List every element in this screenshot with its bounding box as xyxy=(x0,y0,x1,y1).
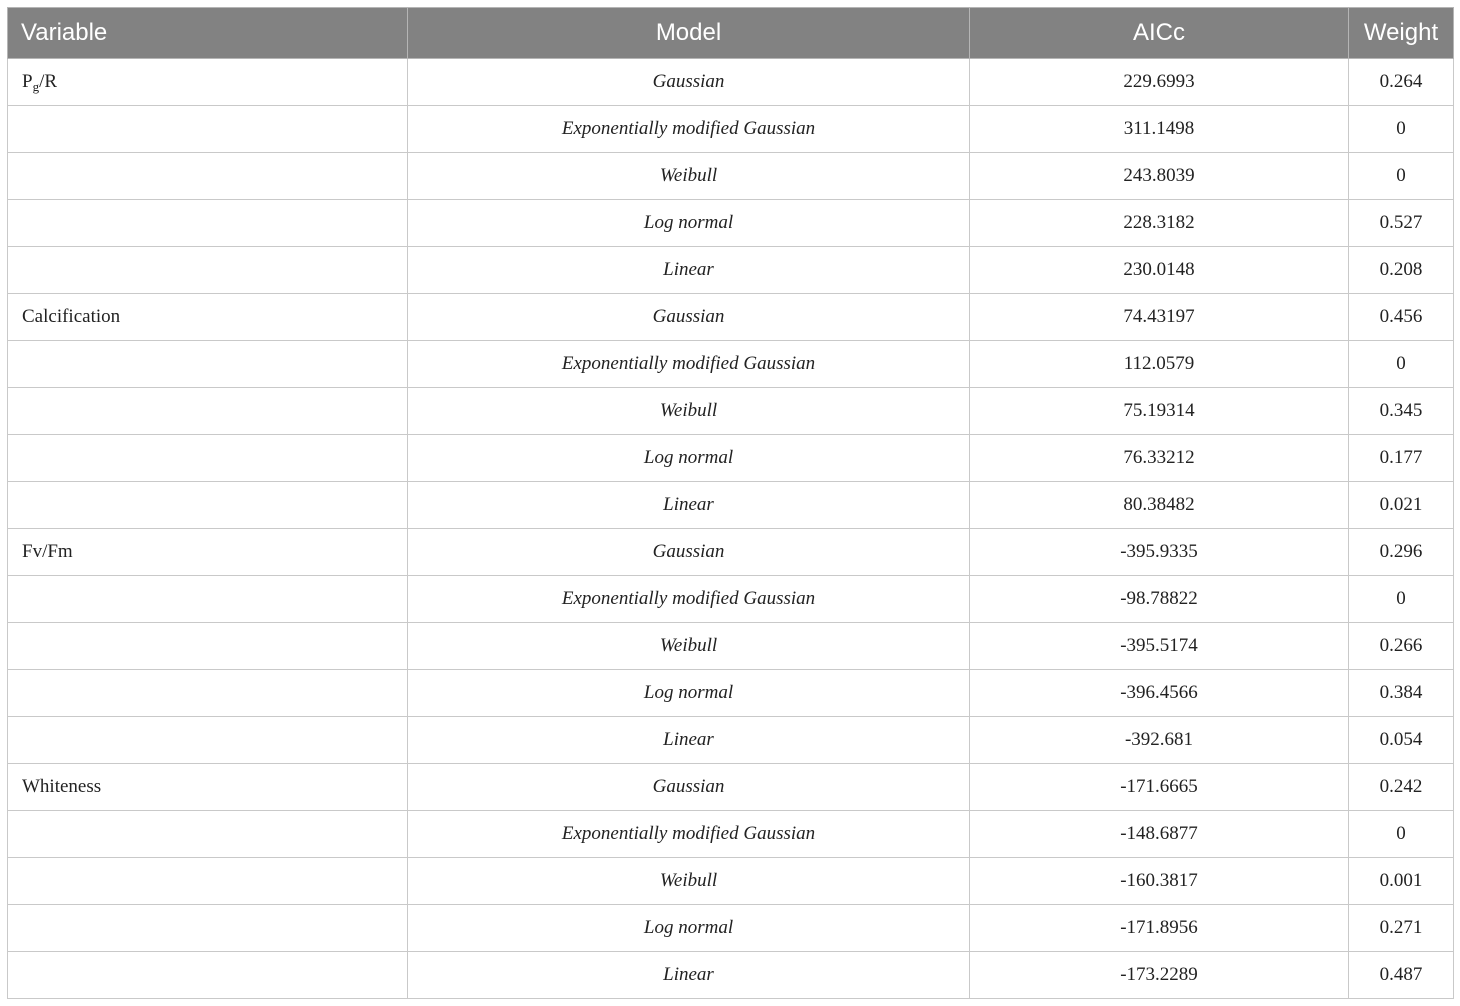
cell-weight: 0.271 xyxy=(1349,905,1454,952)
cell-weight: 0 xyxy=(1349,341,1454,388)
table-row xyxy=(8,670,1454,717)
cell-aicc: -160.3817 xyxy=(970,858,1349,905)
cell-variable xyxy=(8,247,408,294)
cell-aicc: 243.8039 xyxy=(970,153,1349,200)
cell-weight: 0 xyxy=(1349,106,1454,153)
cell-aicc: -173.2289 xyxy=(970,952,1349,999)
cell-model: Linear xyxy=(408,482,970,529)
cell-model: Log normal xyxy=(408,200,970,247)
cell-model: Gaussian xyxy=(408,529,970,576)
cell-weight: 0.345 xyxy=(1349,388,1454,435)
cell-model: Log normal xyxy=(408,905,970,952)
cell-model: Exponentially modified Gaussian xyxy=(408,341,970,388)
table-row xyxy=(8,200,1454,247)
cell-weight: 0.021 xyxy=(1349,482,1454,529)
cell-weight: 0.208 xyxy=(1349,247,1454,294)
variable-tail: /R xyxy=(39,71,58,92)
cell-aicc: -171.8956 xyxy=(970,905,1349,952)
cell-aicc: 74.43197 xyxy=(970,294,1349,341)
cell-variable xyxy=(8,59,408,106)
cell-variable: Calcification xyxy=(8,294,408,341)
table-row xyxy=(8,952,1454,999)
cell-variable xyxy=(8,717,408,764)
cell-aicc: -98.78822 xyxy=(970,576,1349,623)
cell-variable xyxy=(8,482,408,529)
cell-model: Linear xyxy=(408,717,970,764)
cell-aicc: -392.681 xyxy=(970,717,1349,764)
cell-aicc: -396.4566 xyxy=(970,670,1349,717)
cell-weight: 0.296 xyxy=(1349,529,1454,576)
cell-weight: 0 xyxy=(1349,153,1454,200)
cell-variable xyxy=(8,623,408,670)
cell-variable xyxy=(8,106,408,153)
table-row xyxy=(8,905,1454,952)
cell-aicc: 75.19314 xyxy=(970,388,1349,435)
table-row xyxy=(8,106,1454,153)
cell-weight: 0 xyxy=(1349,811,1454,858)
table-row xyxy=(8,59,1454,106)
cell-weight: 0.264 xyxy=(1349,59,1454,106)
cell-aicc: -171.6665 xyxy=(970,764,1349,811)
table-row xyxy=(8,529,1454,576)
cell-variable xyxy=(8,435,408,482)
cell-weight: 0 xyxy=(1349,576,1454,623)
table-body xyxy=(8,59,1454,999)
cell-model: Weibull xyxy=(408,153,970,200)
table-header xyxy=(8,8,1454,59)
cell-model: Log normal xyxy=(408,670,970,717)
table-row xyxy=(8,764,1454,811)
table-row xyxy=(8,388,1454,435)
cell-aicc: -395.5174 xyxy=(970,623,1349,670)
variable-main: P xyxy=(22,71,33,92)
cell-weight: 0.177 xyxy=(1349,435,1454,482)
table-row xyxy=(8,294,1454,341)
cell-weight: 0.001 xyxy=(1349,858,1454,905)
cell-aicc: 228.3182 xyxy=(970,200,1349,247)
header-row xyxy=(8,8,1454,59)
cell-model: Gaussian xyxy=(408,59,970,106)
cell-model: Linear xyxy=(408,952,970,999)
cell-variable xyxy=(8,153,408,200)
cell-model: Exponentially modified Gaussian xyxy=(408,576,970,623)
cell-model: Log normal xyxy=(408,435,970,482)
table-row xyxy=(8,858,1454,905)
cell-variable xyxy=(8,388,408,435)
cell-aicc: 76.33212 xyxy=(970,435,1349,482)
cell-aicc: 80.38482 xyxy=(970,482,1349,529)
cell-variable xyxy=(8,670,408,717)
cell-model: Exponentially modified Gaussian xyxy=(408,811,970,858)
cell-variable xyxy=(8,811,408,858)
table-row xyxy=(8,482,1454,529)
cell-aicc: 112.0579 xyxy=(970,341,1349,388)
cell-variable xyxy=(8,341,408,388)
cell-variable xyxy=(8,858,408,905)
cell-aicc: -395.9335 xyxy=(970,529,1349,576)
table-row xyxy=(8,717,1454,764)
cell-model: Linear xyxy=(408,247,970,294)
cell-weight: 0.527 xyxy=(1349,200,1454,247)
header-model: Model xyxy=(408,8,970,59)
table-row xyxy=(8,576,1454,623)
table-row xyxy=(8,623,1454,670)
cell-aicc: -148.6877 xyxy=(970,811,1349,858)
cell-variable xyxy=(8,200,408,247)
cell-variable xyxy=(8,576,408,623)
table-row xyxy=(8,435,1454,482)
header-aicc: AICc xyxy=(970,8,1349,59)
cell-aicc: 230.0148 xyxy=(970,247,1349,294)
cell-weight: 0.242 xyxy=(1349,764,1454,811)
table-row xyxy=(8,341,1454,388)
model-comparison-table xyxy=(7,7,1454,999)
cell-model: Weibull xyxy=(408,388,970,435)
cell-model: Exponentially modified Gaussian xyxy=(408,106,970,153)
cell-aicc: 229.6993 xyxy=(970,59,1349,106)
cell-weight: 0.487 xyxy=(1349,952,1454,999)
table-row xyxy=(8,153,1454,200)
cell-variable: Fv/Fm xyxy=(8,529,408,576)
header-weight: Weight xyxy=(1349,8,1454,59)
cell-weight: 0.456 xyxy=(1349,294,1454,341)
variable-subscript: g xyxy=(32,79,40,94)
cell-model: Weibull xyxy=(408,623,970,670)
cell-weight: 0.266 xyxy=(1349,623,1454,670)
table-row xyxy=(8,811,1454,858)
cell-aicc: 311.1498 xyxy=(970,106,1349,153)
cell-variable: Whiteness xyxy=(8,764,408,811)
cell-variable xyxy=(8,952,408,999)
cell-weight: 0.054 xyxy=(1349,717,1454,764)
cell-model: Gaussian xyxy=(408,764,970,811)
header-variable: Variable xyxy=(8,8,408,59)
cell-weight: 0.384 xyxy=(1349,670,1454,717)
cell-model: Gaussian xyxy=(408,294,970,341)
cell-model: Weibull xyxy=(408,858,970,905)
table-row xyxy=(8,247,1454,294)
cell-variable xyxy=(8,905,408,952)
